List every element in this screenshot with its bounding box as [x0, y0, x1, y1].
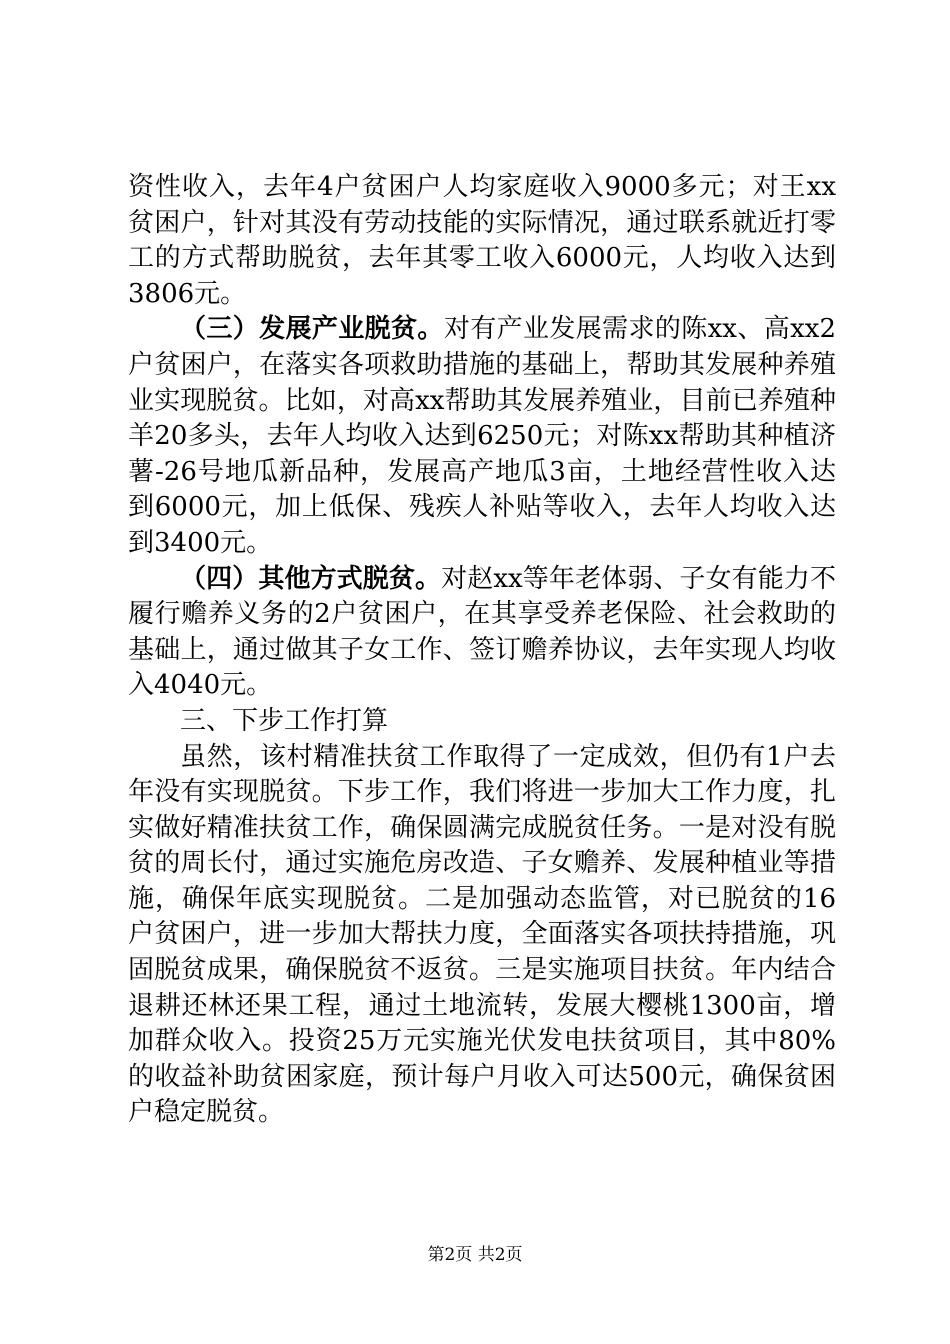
section-heading-next-steps	[128, 704, 836, 740]
document-body	[128, 170, 836, 1131]
paragraph-text: 虽然，该村精准扶贫工作取得了一定成效，但仍有1户去年没有实现脱贫。下步工作，我们将进一步加大工作力度，扎实做好精准扶贫工作，确保圆满完成脱贫任务。一是对没有脱贫的周长付，通过实施危房改造、子女赡养、发展种植业等措施，确保年底实现脱贫。二是加强动态监管，对已脱贫的16户贫困户，进一步加大帮扶力度，全面落实各项扶持措施，巩固脱贫成果，确保脱贫不返贫。三是实施项目扶贫。年内结合退耕还林还果工程，通过土地流转，发展大樱桃1300亩，增加群众收入。投资25万元实施光伏发电扶贫项目，其中80%的收益补助贫困家庭，预计每户月收入可达500元，确保贫困户稳定脱贫。	[128, 741, 836, 1128]
paragraph-text: 资性收入，去年4户贫困户人均家庭收入9000多元；对王xx贫困户，针对其没有劳动技能的实际情况，通过联系就近打零工的方式帮助脱贫，去年其零工收入6000元，人均收入达到3806元。	[128, 172, 836, 309]
paragraph-text: 对赵xx等年老体弱、子女有能力不履行赡养义务的2户贫困户，在其享受养老保险、社会救助的基础上，通过做其子女工作、签订赡养协议，去年实现人均收入4040元。	[128, 563, 836, 701]
paragraph-next-steps	[128, 740, 836, 1132]
section-heading-text: 三、下步工作打算	[180, 705, 389, 736]
paragraph-industry-poverty-relief	[128, 312, 836, 561]
paragraph-income-continued	[128, 170, 836, 312]
section-lead-three: （三）发展产业脱贫。	[180, 314, 444, 345]
paragraph-other-poverty-relief	[128, 562, 836, 704]
paragraph-text: 对有产业发展需求的陈xx、高xx2户贫困户，在落实各项救助措施的基础上，帮助其发展种养殖业实现脱贫。比如，对高xx帮助其发展养殖业，目前已养殖种羊20多头，去年人均收入达到6250元；对陈xx帮助其种植济薯-26号地瓜新品种，发展高产地瓜3亩，土地经营性收入达到6000元，加上低保、残疾人补贴等收入，去年人均收入达到3400元。	[128, 314, 836, 558]
page-footer	[0, 1244, 950, 1266]
page-number-label: 第2页 共2页	[427, 1245, 523, 1265]
section-lead-four: （四）其他方式脱贫。	[180, 563, 442, 594]
